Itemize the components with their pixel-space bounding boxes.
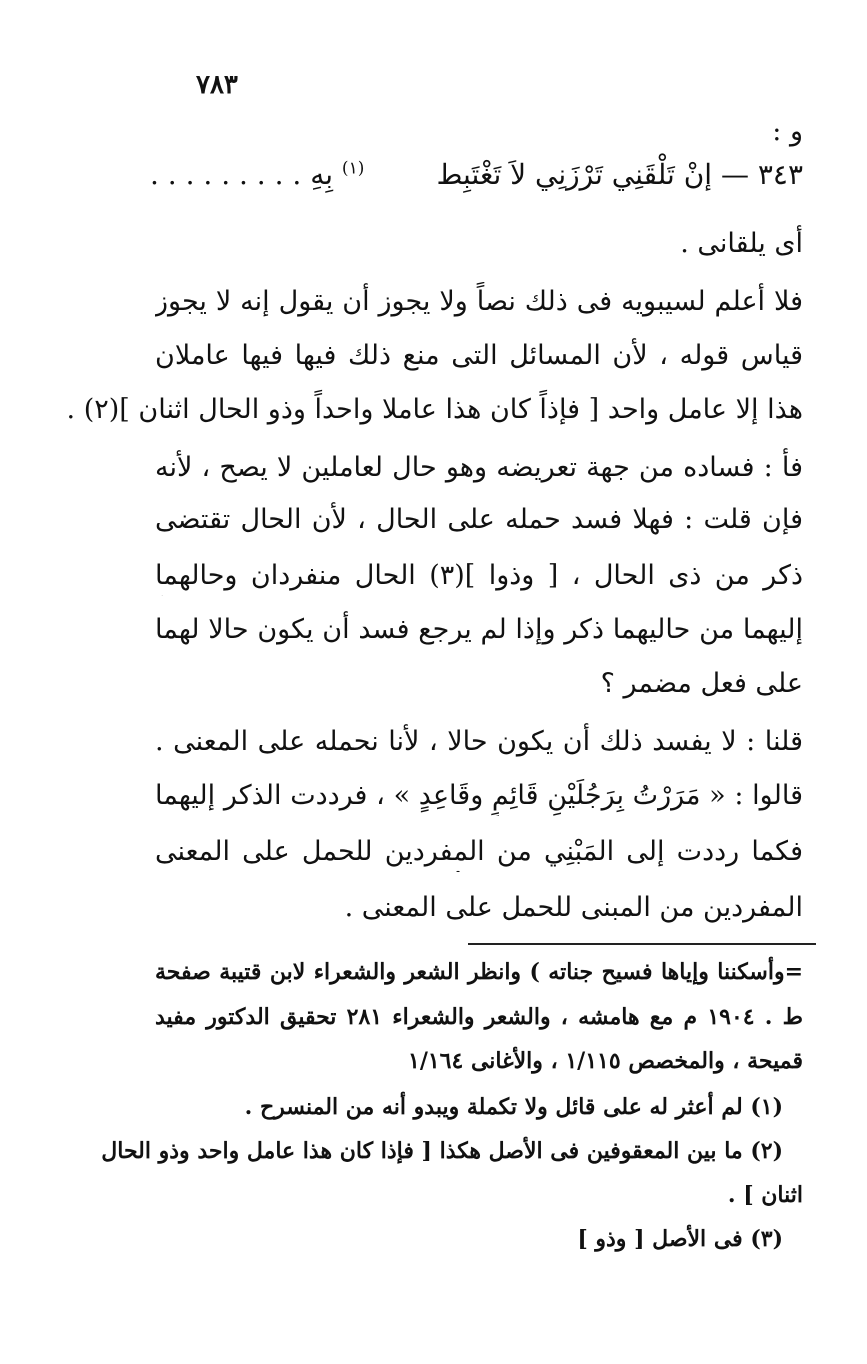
body-line: فأ : فساده من جهة تعريضه وهو حال لعاملين لا يصح ، لأنه bbox=[155, 452, 803, 483]
verse-first-hemistich: ٣٤٣ — إنْ تَلْقَنِي تَرْزَنِي لاَ تَغْتَبِط bbox=[436, 158, 803, 191]
verse-footnote-marker: (١) bbox=[341, 158, 365, 179]
page-number: ٧٨٣ bbox=[196, 70, 238, 100]
footnote-3: (٣) فى الأصل [ وذو ] bbox=[577, 1226, 783, 1252]
body-line: على فعل مضمر ؟ bbox=[600, 668, 803, 699]
body-line: قياس قوله ، لأن المسائل التى منع ذلك فيها فيها عاملان bbox=[155, 340, 803, 371]
body-line: فلا أعلم لسيبويه فى ذلك نصاً ولا يجوز أن يقول إنه لا يجوز bbox=[155, 286, 803, 317]
verse-intro: و : bbox=[772, 116, 803, 147]
footnote-line: قميحة ، والمخصص ١/١١٥ ، والأغانى ١/١٦٤ bbox=[408, 1048, 803, 1074]
verse-second-hemistich bbox=[150, 158, 364, 191]
body-line: أى يلقانى . bbox=[680, 228, 803, 259]
footnote-2-continued: اثنان ] . bbox=[727, 1182, 803, 1208]
footnote-1: (١) لم أعثر له على قائل ولا تكملة ويبدو أنه من المنسرح . bbox=[244, 1094, 783, 1120]
footnote-line: ط . ١٩٠٤ م مع هامشه ، والشعر والشعراء ٢٨١ تحقيق الدكتور مفيد bbox=[155, 1004, 803, 1030]
verse-line bbox=[150, 158, 803, 202]
body-line: قلنا : لا يفسد ذلك أن يكون حالا ، لأنا نحمله على المعنى . bbox=[155, 726, 803, 757]
body-line: هذا إلا عامل واحد [ فإذاً كان هذا عاملا واحداً وذو الحال اثنان ](٢) . bbox=[66, 394, 803, 425]
footnote-2: (٢) ما بين المعقوفين فى الأصل هكذا [ فإذا كان هذا عامل واحد وذو الحال bbox=[101, 1138, 783, 1164]
body-line: قالوا : « مَرَرْتُ بِرَجُلَيْنِ قَائِمٍ وقَاعِدٍ » ، فرددت الذكر إليهما bbox=[155, 780, 803, 811]
body-line: إليهما من حاليهما ذكر وإذا لم يرجع فسد أن يكون حالا لهما bbox=[155, 614, 803, 645]
footnote-separator bbox=[468, 943, 816, 945]
body-line: المفردين من المبنى للحمل على المعنى . bbox=[344, 892, 803, 923]
body-line: فكما رددت إلى المَبْنِي من المفردين للحمل على المعنى bbox=[155, 836, 803, 867]
verse-second-hemistich-text: بِهِ . . . . . . . . . bbox=[150, 158, 334, 191]
footnote-line: =وأسكننا وإياها فسيح جناته ) وانظر الشعر والشعراء لابن قتيبة صفحة bbox=[155, 959, 803, 985]
body-line: فإن قلت : فهلا فسد حمله على الحال ، لأن الحال تقتضى bbox=[155, 504, 803, 535]
body-line: ذكر من ذى الحال ، [ وذوا ](٣) الحال منفردان وحالهما bbox=[155, 560, 803, 591]
